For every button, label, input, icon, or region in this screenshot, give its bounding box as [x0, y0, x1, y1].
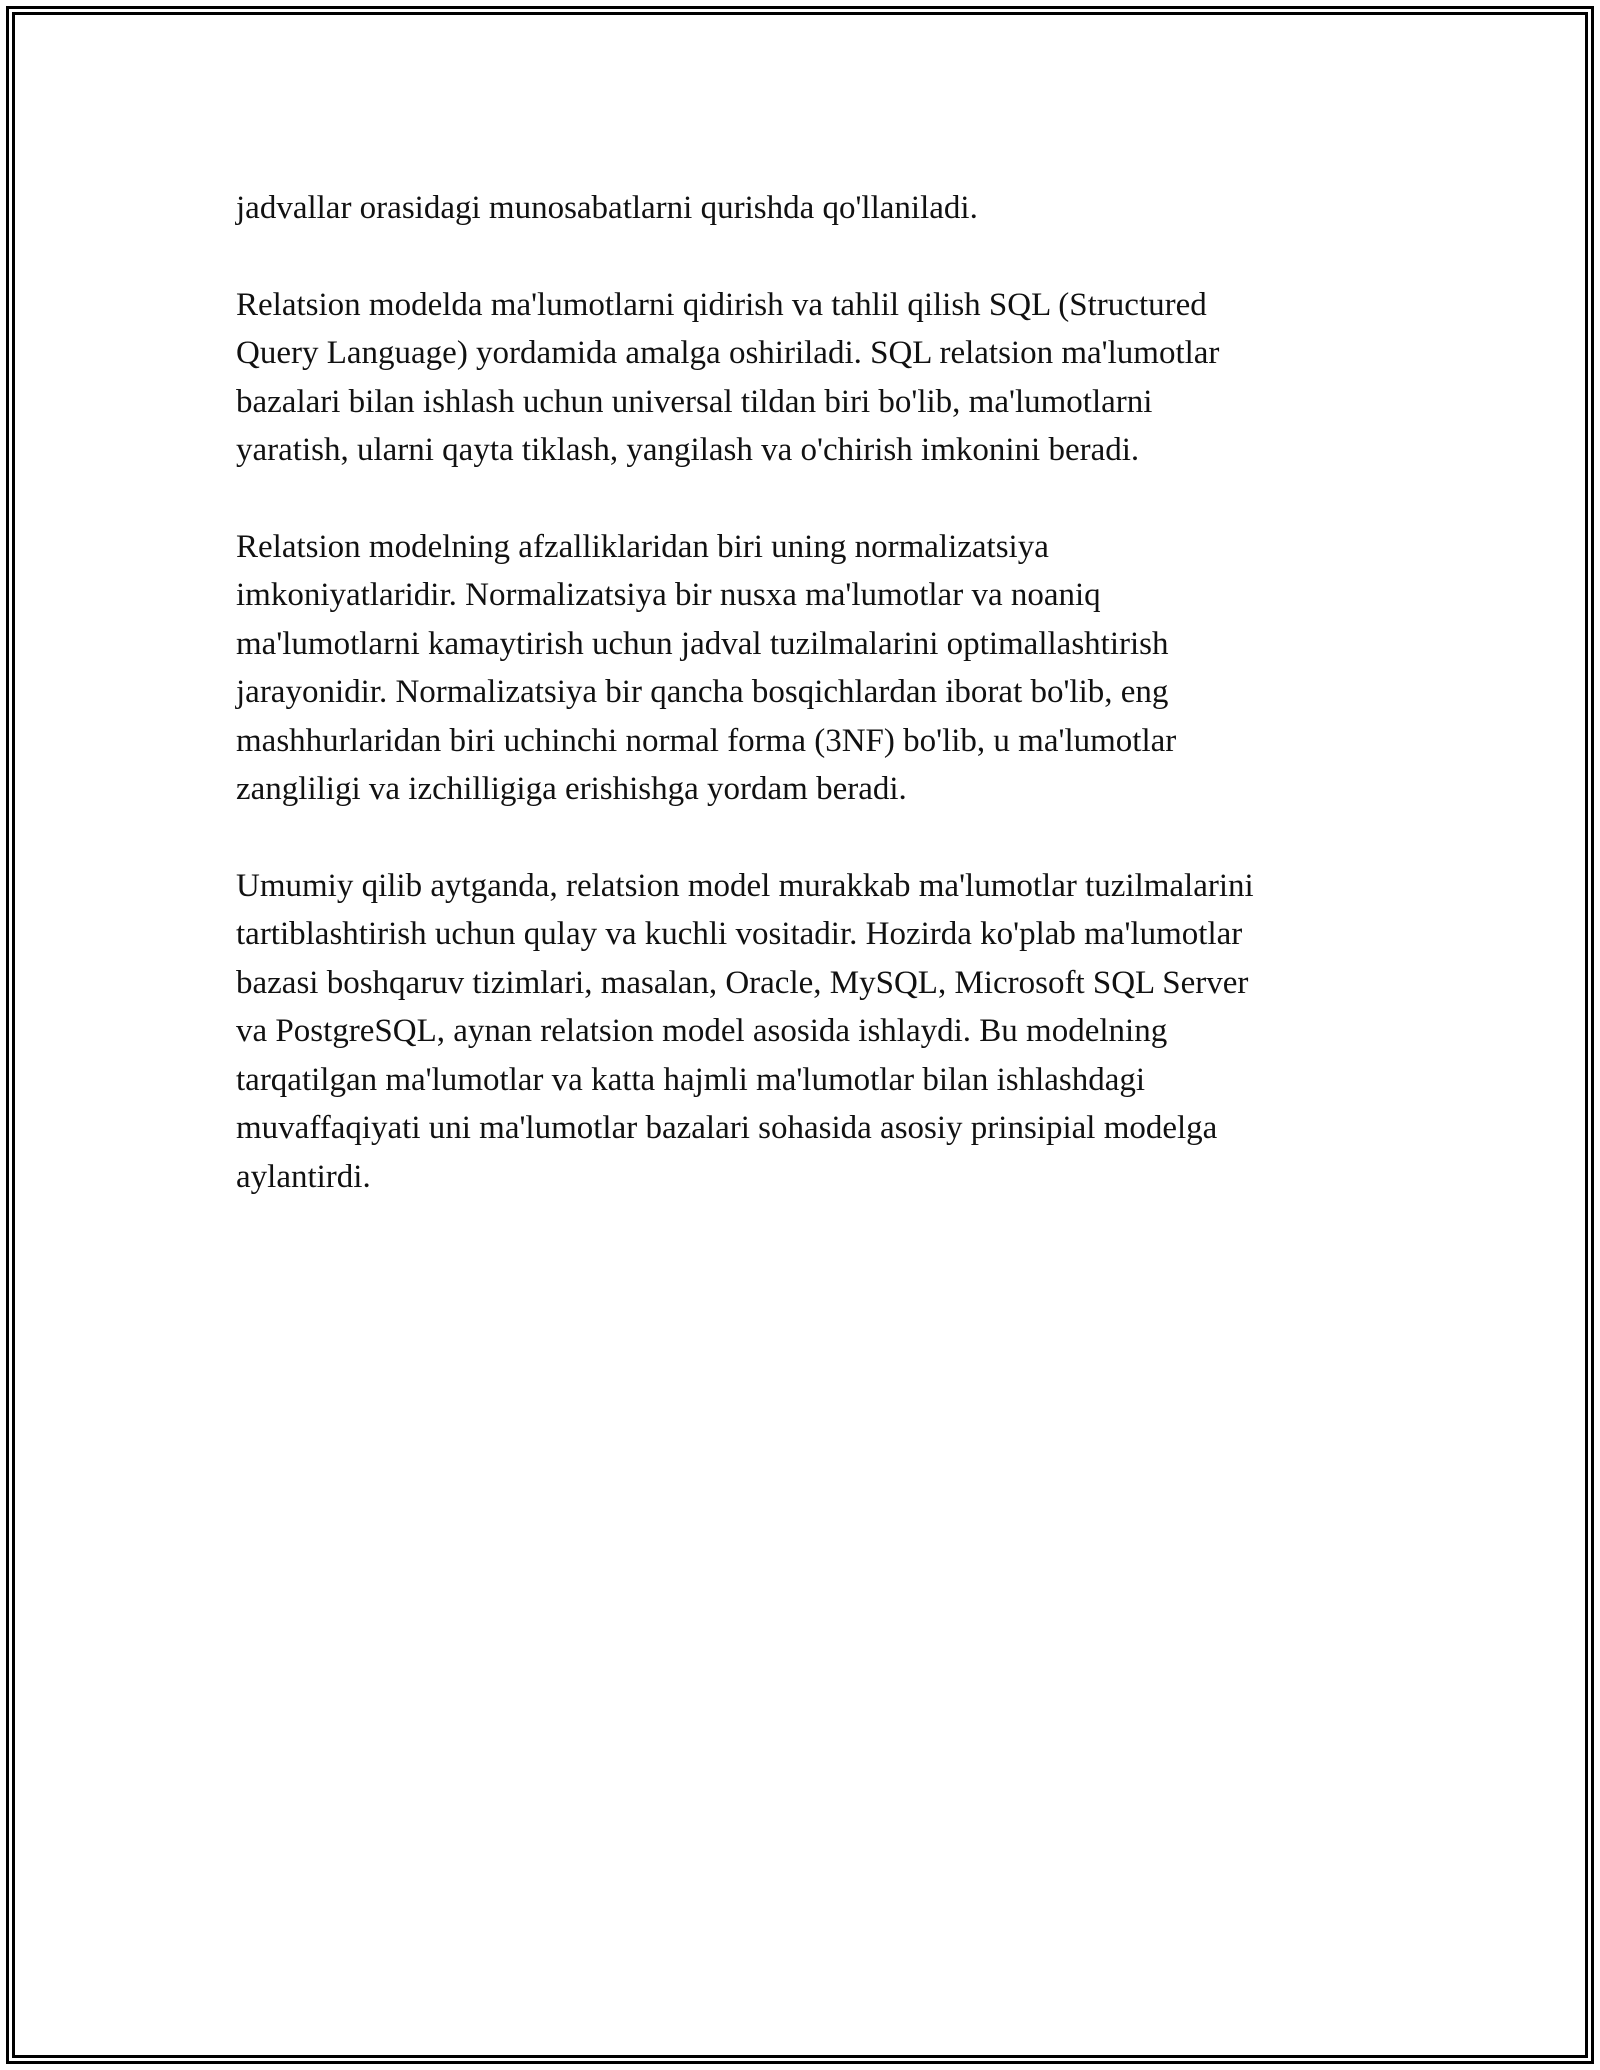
paragraph-3: Relatsion modelning afzalliklaridan biri uning normalizatsiya imkoniyatlaridir. Normalizatsiya bir nusxa ma'lumotlar va noaniq ma'lumotlarni kamaytirish uchun jadval tuzilmalarini optimallashtirish jarayonidir. Normalizatsiya bir qancha bosqichlardan iborat bo'lib, eng mashhurlaridan biri uchinchi normal forma (3NF) bo'lib, u ma'lumotlar zangliligi va izchilligiga erishishga yordam beradi. — [236, 528, 1177, 807]
document-body — [236, 184, 1376, 1249]
paragraph-4: Umumiy qilib aytganda, relatsion model murakkab ma'lumotlar tuzilmalarini tartiblashtirish uchun qulay va kuchli vositadir. Hozirda ko'plab ma'lumotlar bazasi boshqaruv tizimlari, masalan, Oracle, MySQL, Microsoft SQL Server va PostgreSQL, aynan relatsion model asosida ishlaydi. Bu modelning tarqatilgan ma'lumotlar va katta hajmli ma'lumotlar bilan ishlashdagi muvaffaqiyati uni ma'lumotlar bazalari sohasida asosiy prinsipial modelga aylantirdi. — [236, 867, 1254, 1195]
paragraph-1: jadvallar orasidagi munosabatlarni qurishda qo'llaniladi. — [236, 190, 978, 226]
paragraph-2: Relatsion modelda ma'lumotlarni qidirish va tahlil qilish SQL (Structured Query Language) yordamida amalga oshiriladi. SQL relatsion ma'lumotlar bazalari bilan ishlash uchun universal tildan biri bo'lib, ma'lumotlarni yaratish, ularni qayta tiklash, yangilash va o'chirish imkonini beradi. — [236, 286, 1220, 468]
